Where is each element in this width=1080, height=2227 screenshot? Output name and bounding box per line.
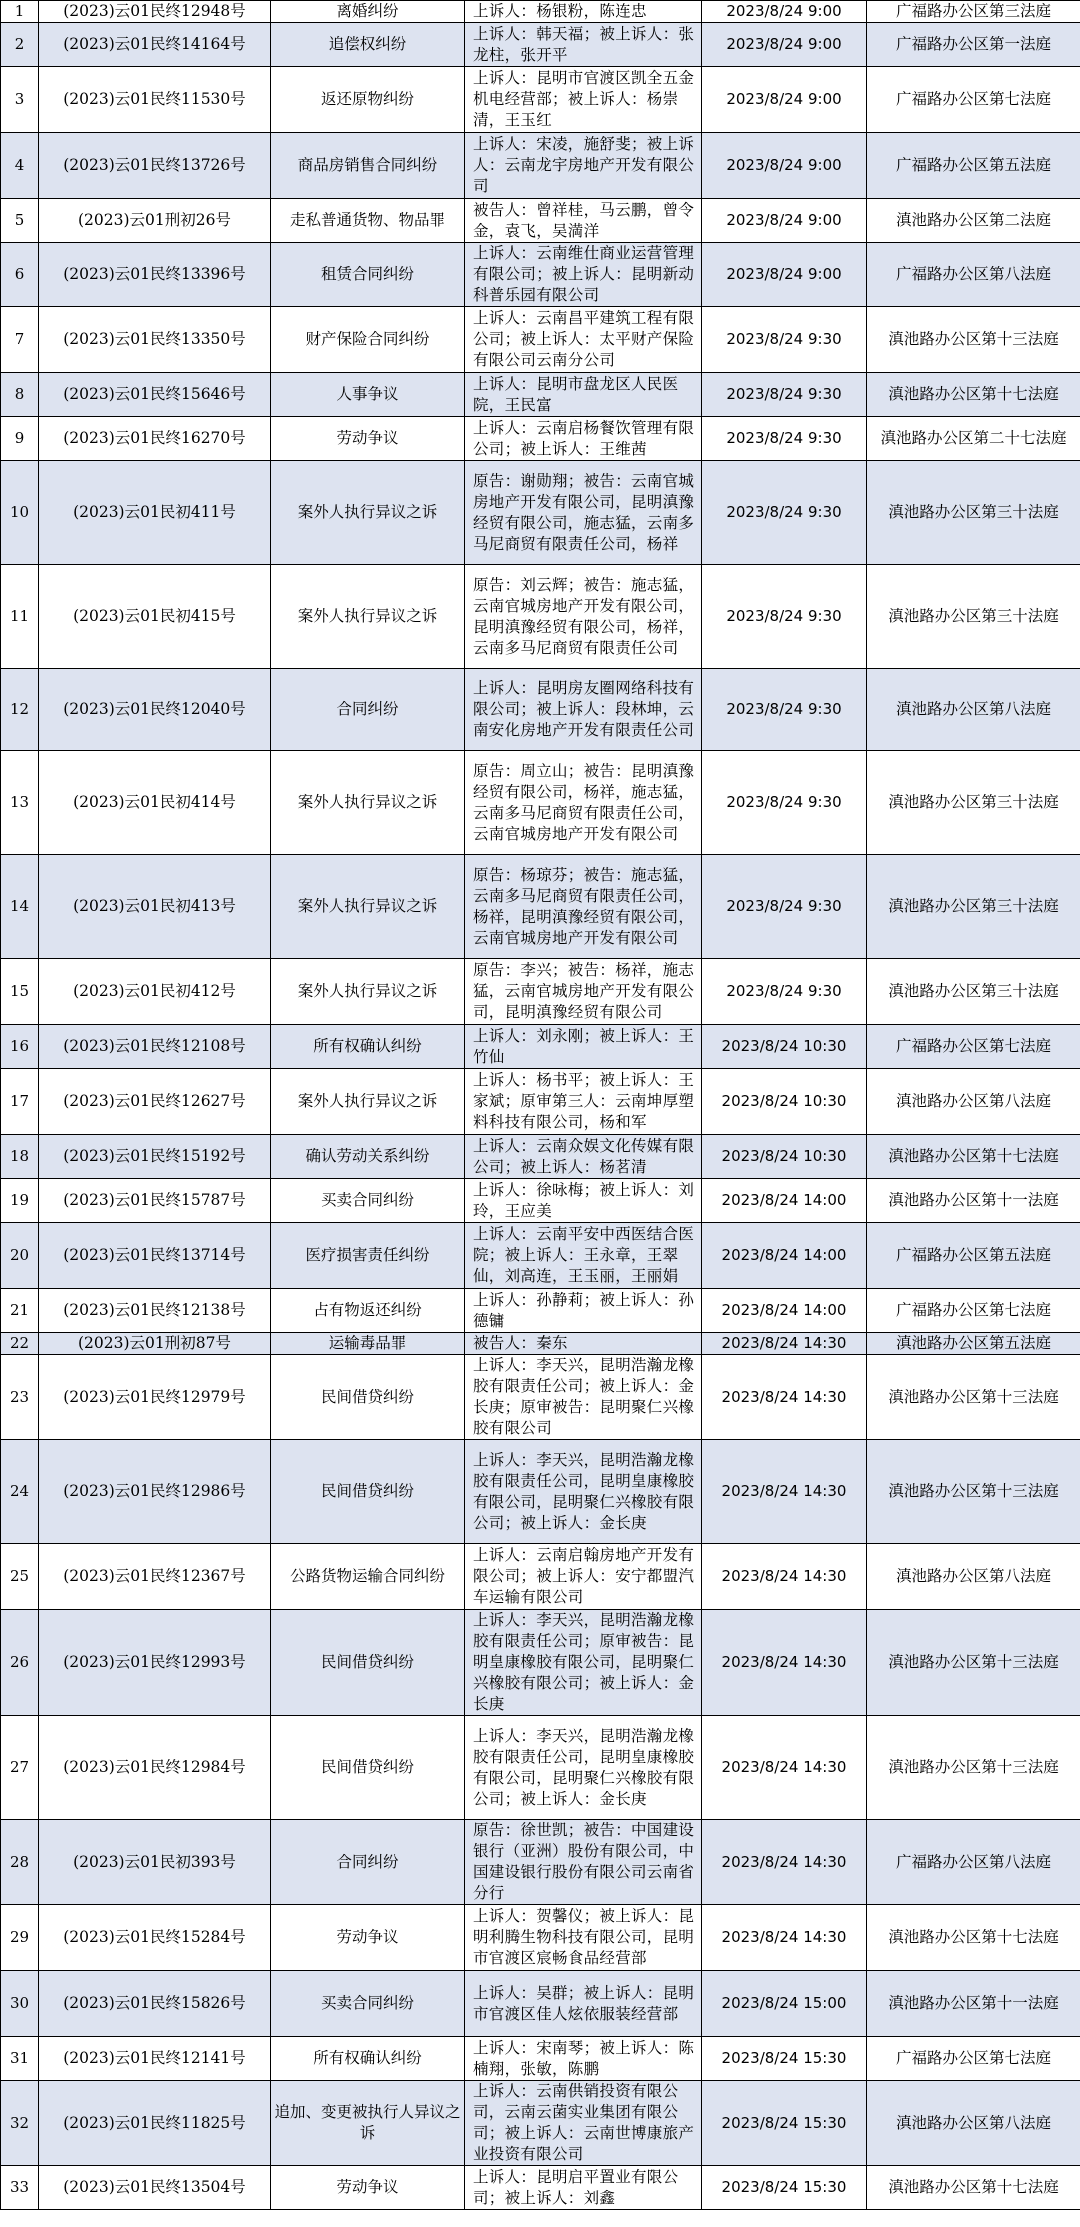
hearing-time: 2023/8/24 15:30 xyxy=(702,2166,867,2210)
courtroom: 广福路办公区第一法庭 xyxy=(867,23,1080,67)
courtroom: 滇池路办公区第十三法庭 xyxy=(867,1716,1080,1820)
case-number: (2023)云01民终12993号 xyxy=(39,1610,271,1716)
table-row xyxy=(1,199,1080,243)
row-number: 7 xyxy=(1,307,39,373)
courtroom: 滇池路办公区第十三法庭 xyxy=(867,1355,1080,1440)
table-row xyxy=(1,23,1080,67)
row-number: 15 xyxy=(1,959,39,1025)
row-number: 2 xyxy=(1,23,39,67)
case-number: (2023)云01民终13714号 xyxy=(39,1223,271,1289)
case-number: (2023)云01民终12979号 xyxy=(39,1355,271,1440)
table-row xyxy=(1,243,1080,307)
case-parties: 上诉人：昆明启平置业有限公司；被上诉人：刘鑫 xyxy=(465,2166,702,2210)
table-row xyxy=(1,751,1080,855)
case-cause: 公路货物运输合同纠纷 xyxy=(271,1544,465,1610)
row-number: 26 xyxy=(1,1610,39,1716)
courtroom: 滇池路办公区第五法庭 xyxy=(867,1333,1080,1355)
courtroom: 广福路办公区第七法庭 xyxy=(867,1289,1080,1333)
case-number: (2023)云01刑初26号 xyxy=(39,199,271,243)
case-number: (2023)云01民终12984号 xyxy=(39,1716,271,1820)
courtroom: 广福路办公区第七法庭 xyxy=(867,2037,1080,2081)
case-number: (2023)云01民初414号 xyxy=(39,751,271,855)
case-cause: 案外人执行异议之诉 xyxy=(271,461,465,565)
table-row xyxy=(1,461,1080,565)
table-row xyxy=(1,417,1080,461)
courtroom: 滇池路办公区第十七法庭 xyxy=(867,1905,1080,1971)
courtroom: 滇池路办公区第三十法庭 xyxy=(867,565,1080,669)
case-number: (2023)云01民终13726号 xyxy=(39,133,271,199)
courtroom: 滇池路办公区第十一法庭 xyxy=(867,1179,1080,1223)
case-number: (2023)云01民初415号 xyxy=(39,565,271,669)
table-row xyxy=(1,1971,1080,2037)
courtroom: 滇池路办公区第十七法庭 xyxy=(867,1135,1080,1179)
hearing-time: 2023/8/24 14:30 xyxy=(702,1905,867,1971)
case-cause: 劳动争议 xyxy=(271,417,465,461)
table-row xyxy=(1,1440,1080,1544)
table-row xyxy=(1,1025,1080,1069)
case-parties: 上诉人：云南众娱文化传媒有限公司；被上诉人：杨茗清 xyxy=(465,1135,702,1179)
case-parties: 原告：刘云辉；被告：施志猛，云南官城房地产开发有限公司，昆明滇豫经贸有限公司，杨祥，云南多马尼商贸有限责任公司 xyxy=(465,565,702,669)
row-number: 33 xyxy=(1,2166,39,2210)
hearing-time: 2023/8/24 9:30 xyxy=(702,417,867,461)
courtroom: 滇池路办公区第二法庭 xyxy=(867,199,1080,243)
case-cause: 追偿权纠纷 xyxy=(271,23,465,67)
case-parties: 原告：杨琼芬；被告：施志猛，云南多马尼商贸有限责任公司，杨祥，昆明滇豫经贸有限公司，云南官城房地产开发有限公司 xyxy=(465,855,702,959)
case-cause: 案外人执行异议之诉 xyxy=(271,855,465,959)
case-cause: 合同纠纷 xyxy=(271,1820,465,1905)
table-row xyxy=(1,1905,1080,1971)
courtroom: 滇池路办公区第八法庭 xyxy=(867,1069,1080,1135)
courtroom: 广福路办公区第五法庭 xyxy=(867,133,1080,199)
case-number: (2023)云01民终12986号 xyxy=(39,1440,271,1544)
hearing-time: 2023/8/24 14:30 xyxy=(702,1355,867,1440)
courtroom: 广福路办公区第八法庭 xyxy=(867,243,1080,307)
hearing-time: 2023/8/24 15:30 xyxy=(702,2081,867,2166)
row-number: 8 xyxy=(1,373,39,417)
case-cause: 劳动争议 xyxy=(271,1905,465,1971)
table-row xyxy=(1,1135,1080,1179)
courtroom: 广福路办公区第五法庭 xyxy=(867,1223,1080,1289)
row-number: 5 xyxy=(1,199,39,243)
case-parties: 上诉人：云南维仕商业运营管理有限公司；被上诉人：昆明新动科普乐园有限公司 xyxy=(465,243,702,307)
case-number: (2023)云01民终15284号 xyxy=(39,1905,271,1971)
case-parties: 上诉人：李天兴，昆明浩瀚龙橡胶有限责任公司；被上诉人：金长庚；原审被告：昆明聚仁兴橡胶有限公司 xyxy=(465,1355,702,1440)
case-cause: 民间借贷纠纷 xyxy=(271,1610,465,1716)
case-cause: 案外人执行异议之诉 xyxy=(271,565,465,669)
case-cause: 人事争议 xyxy=(271,373,465,417)
case-cause: 民间借贷纠纷 xyxy=(271,1716,465,1820)
table-row xyxy=(1,373,1080,417)
courtroom: 滇池路办公区第八法庭 xyxy=(867,2081,1080,2166)
case-cause: 所有权确认纠纷 xyxy=(271,2037,465,2081)
row-number: 23 xyxy=(1,1355,39,1440)
case-cause: 运输毒品罪 xyxy=(271,1333,465,1355)
case-parties: 上诉人：云南启翰房地产开发有限公司；被上诉人：安宁都盟汽车运输有限公司 xyxy=(465,1544,702,1610)
row-number: 32 xyxy=(1,2081,39,2166)
case-cause: 民间借贷纠纷 xyxy=(271,1355,465,1440)
case-cause: 案外人执行异议之诉 xyxy=(271,751,465,855)
row-number: 16 xyxy=(1,1025,39,1069)
case-number: (2023)云01民终12367号 xyxy=(39,1544,271,1610)
courtroom: 广福路办公区第七法庭 xyxy=(867,67,1080,133)
table-body xyxy=(1,1,1080,2210)
row-number: 24 xyxy=(1,1440,39,1544)
hearing-time: 2023/8/24 9:30 xyxy=(702,373,867,417)
case-parties: 上诉人：李天兴，昆明浩瀚龙橡胶有限责任公司；原审被告：昆明皇康橡胶有限公司，昆明聚仁兴橡胶有限公司；被上诉人：金长庚 xyxy=(465,1610,702,1716)
case-parties: 上诉人：吴群；被上诉人：昆明市官渡区佳人炫依服装经营部 xyxy=(465,1971,702,2037)
case-number: (2023)云01民终12627号 xyxy=(39,1069,271,1135)
row-number: 3 xyxy=(1,67,39,133)
case-cause: 追加、变更被执行人异议之诉 xyxy=(271,2081,465,2166)
case-cause: 合同纠纷 xyxy=(271,669,465,751)
case-parties: 被告人：秦东 xyxy=(465,1333,702,1355)
case-parties: 上诉人：杨银粉，陈连忠 xyxy=(465,1,702,23)
row-number: 18 xyxy=(1,1135,39,1179)
row-number: 20 xyxy=(1,1223,39,1289)
table-row xyxy=(1,565,1080,669)
case-cause: 买卖合同纠纷 xyxy=(271,1179,465,1223)
row-number: 30 xyxy=(1,1971,39,2037)
case-number: (2023)云01民终15192号 xyxy=(39,1135,271,1179)
table-row xyxy=(1,1716,1080,1820)
case-cause: 离婚纠纷 xyxy=(271,1,465,23)
case-parties: 原告：谢勋翔；被告：云南官城房地产开发有限公司，昆明滇豫经贸有限公司，施志猛，云南多马尼商贸有限责任公司，杨祥 xyxy=(465,461,702,565)
row-number: 28 xyxy=(1,1820,39,1905)
table-row xyxy=(1,67,1080,133)
table-row xyxy=(1,1820,1080,1905)
hearing-time: 2023/8/24 9:00 xyxy=(702,243,867,307)
row-number: 27 xyxy=(1,1716,39,1820)
hearing-time: 2023/8/24 9:30 xyxy=(702,855,867,959)
hearing-time: 2023/8/24 9:30 xyxy=(702,959,867,1025)
row-number: 11 xyxy=(1,565,39,669)
case-cause: 走私普通货物、物品罪 xyxy=(271,199,465,243)
case-number: (2023)云01民终13396号 xyxy=(39,243,271,307)
case-number: (2023)云01民初413号 xyxy=(39,855,271,959)
case-parties: 上诉人：徐咏梅；被上诉人：刘玲，王应美 xyxy=(465,1179,702,1223)
table-row xyxy=(1,855,1080,959)
table-row xyxy=(1,1355,1080,1440)
case-number: (2023)云01民初411号 xyxy=(39,461,271,565)
hearing-time: 2023/8/24 9:00 xyxy=(702,67,867,133)
row-number: 12 xyxy=(1,669,39,751)
courtroom: 滇池路办公区第十七法庭 xyxy=(867,373,1080,417)
row-number: 17 xyxy=(1,1069,39,1135)
case-parties: 上诉人：杨书平；被上诉人：王家斌；原审第三人：云南坤厚塑料科技有限公司，杨和军 xyxy=(465,1069,702,1135)
courtroom: 滇池路办公区第十三法庭 xyxy=(867,1610,1080,1716)
hearing-time: 2023/8/24 14:30 xyxy=(702,1333,867,1355)
table-row xyxy=(1,1179,1080,1223)
row-number: 31 xyxy=(1,2037,39,2081)
table-row xyxy=(1,2037,1080,2081)
case-cause: 医疗损害责任纠纷 xyxy=(271,1223,465,1289)
table-row xyxy=(1,133,1080,199)
case-number: (2023)云01民终12948号 xyxy=(39,1,271,23)
case-number: (2023)云01刑初87号 xyxy=(39,1333,271,1355)
hearing-time: 2023/8/24 14:30 xyxy=(702,1610,867,1716)
courtroom: 滇池路办公区第八法庭 xyxy=(867,1544,1080,1610)
case-cause: 占有物返还纠纷 xyxy=(271,1289,465,1333)
hearing-time: 2023/8/24 9:00 xyxy=(702,1,867,23)
case-cause: 劳动争议 xyxy=(271,2166,465,2210)
hearing-time: 2023/8/24 10:30 xyxy=(702,1069,867,1135)
case-parties: 上诉人：云南供销投资有限公司，云南云菌实业集团有限公司；被上诉人：云南世博康旅产业投资有限公司 xyxy=(465,2081,702,2166)
hearing-time: 2023/8/24 14:00 xyxy=(702,1289,867,1333)
table-row xyxy=(1,307,1080,373)
hearing-time: 2023/8/24 14:30 xyxy=(702,1440,867,1544)
hearing-time: 2023/8/24 9:30 xyxy=(702,307,867,373)
case-number: (2023)云01民终12108号 xyxy=(39,1025,271,1069)
case-parties: 上诉人：昆明房友圈网络科技有限公司；被上诉人：段林坤，云南安化房地产开发有限责任公司 xyxy=(465,669,702,751)
row-number: 1 xyxy=(1,1,39,23)
table-row xyxy=(1,959,1080,1025)
case-parties: 上诉人：云南平安中西医结合医院；被上诉人：王永章，王翠仙，刘高连，王玉丽，王丽娟 xyxy=(465,1223,702,1289)
case-number: (2023)云01民终13350号 xyxy=(39,307,271,373)
case-cause: 确认劳动关系纠纷 xyxy=(271,1135,465,1179)
table-row xyxy=(1,1610,1080,1716)
case-parties: 原告：徐世凯；被告：中国建设银行（亚洲）股份有限公司，中国建设银行股份有限公司云南省分行 xyxy=(465,1820,702,1905)
case-parties: 上诉人：李天兴，昆明浩瀚龙橡胶有限责任公司，昆明皇康橡胶有限公司，昆明聚仁兴橡胶有限公司；被上诉人：金长庚 xyxy=(465,1716,702,1820)
case-number: (2023)云01民终13504号 xyxy=(39,2166,271,2210)
case-number: (2023)云01民初412号 xyxy=(39,959,271,1025)
case-cause: 返还原物纠纷 xyxy=(271,67,465,133)
case-parties: 上诉人：刘永刚；被上诉人：王竹仙 xyxy=(465,1025,702,1069)
courtroom: 滇池路办公区第三十法庭 xyxy=(867,959,1080,1025)
courtroom: 滇池路办公区第三十法庭 xyxy=(867,855,1080,959)
courtroom: 滇池路办公区第二十七法庭 xyxy=(867,417,1080,461)
case-parties: 上诉人：昆明市盘龙区人民医院，王民富 xyxy=(465,373,702,417)
case-parties: 上诉人：云南启杨餐饮管理有限公司；被上诉人：王维茜 xyxy=(465,417,702,461)
courtroom: 广福路办公区第七法庭 xyxy=(867,1025,1080,1069)
case-cause: 案外人执行异议之诉 xyxy=(271,1069,465,1135)
case-number: (2023)云01民终15826号 xyxy=(39,1971,271,2037)
case-parties: 上诉人：孙静莉；被上诉人：孙德镛 xyxy=(465,1289,702,1333)
hearing-time: 2023/8/24 10:30 xyxy=(702,1025,867,1069)
table-row xyxy=(1,1,1080,23)
courtroom: 滇池路办公区第十七法庭 xyxy=(867,2166,1080,2210)
row-number: 4 xyxy=(1,133,39,199)
case-cause: 租赁合同纠纷 xyxy=(271,243,465,307)
hearing-time: 2023/8/24 14:30 xyxy=(702,1716,867,1820)
table-row xyxy=(1,1223,1080,1289)
row-number: 25 xyxy=(1,1544,39,1610)
table-row xyxy=(1,1069,1080,1135)
hearing-time: 2023/8/24 14:30 xyxy=(702,1820,867,1905)
courtroom: 滇池路办公区第十一法庭 xyxy=(867,1971,1080,2037)
hearing-time: 2023/8/24 9:30 xyxy=(702,669,867,751)
case-parties: 上诉人：宋凌，施舒斐；被上诉人：云南龙宇房地产开发有限公司 xyxy=(465,133,702,199)
hearing-time: 2023/8/24 10:30 xyxy=(702,1135,867,1179)
hearing-time: 2023/8/24 15:30 xyxy=(702,2037,867,2081)
table-row xyxy=(1,2166,1080,2210)
case-parties: 上诉人：云南昌平建筑工程有限公司；被上诉人：太平财产保险有限公司云南分公司 xyxy=(465,307,702,373)
table-row xyxy=(1,1289,1080,1333)
case-number: (2023)云01民终12141号 xyxy=(39,2037,271,2081)
case-number: (2023)云01民终12138号 xyxy=(39,1289,271,1333)
case-number: (2023)云01民终15787号 xyxy=(39,1179,271,1223)
row-number: 9 xyxy=(1,417,39,461)
row-number: 13 xyxy=(1,751,39,855)
case-number: (2023)云01民终14164号 xyxy=(39,23,271,67)
row-number: 22 xyxy=(1,1333,39,1355)
case-parties: 上诉人：宋南琴；被上诉人：陈楠翔，张敏，陈鹏 xyxy=(465,2037,702,2081)
case-parties: 上诉人：贺馨仪；被上诉人：昆明利腾生物科技有限公司，昆明市官渡区宸畅食品经营部 xyxy=(465,1905,702,1971)
case-number: (2023)云01民终16270号 xyxy=(39,417,271,461)
case-cause: 所有权确认纠纷 xyxy=(271,1025,465,1069)
hearing-time: 2023/8/24 14:00 xyxy=(702,1179,867,1223)
table-row xyxy=(1,2081,1080,2166)
case-number: (2023)云01民初393号 xyxy=(39,1820,271,1905)
courtroom: 滇池路办公区第三十法庭 xyxy=(867,751,1080,855)
hearing-time: 2023/8/24 9:00 xyxy=(702,23,867,67)
case-cause: 买卖合同纠纷 xyxy=(271,1971,465,2037)
case-cause: 案外人执行异议之诉 xyxy=(271,959,465,1025)
hearing-time: 2023/8/24 9:00 xyxy=(702,199,867,243)
hearing-time: 2023/8/24 9:30 xyxy=(702,461,867,565)
row-number: 29 xyxy=(1,1905,39,1971)
case-number: (2023)云01民终12040号 xyxy=(39,669,271,751)
hearing-time: 2023/8/24 15:00 xyxy=(702,1971,867,2037)
table-row xyxy=(1,669,1080,751)
hearing-time: 2023/8/24 9:30 xyxy=(702,565,867,669)
case-number: (2023)云01民终11825号 xyxy=(39,2081,271,2166)
courtroom: 滇池路办公区第十三法庭 xyxy=(867,1440,1080,1544)
case-parties: 上诉人：李天兴，昆明浩瀚龙橡胶有限责任公司，昆明皇康橡胶有限公司，昆明聚仁兴橡胶有限公司；被上诉人：金长庚 xyxy=(465,1440,702,1544)
hearing-time: 2023/8/24 14:00 xyxy=(702,1223,867,1289)
case-parties: 原告：周立山；被告：昆明滇豫经贸有限公司，杨祥，施志猛，云南多马尼商贸有限责任公司，云南官城房地产开发有限公司 xyxy=(465,751,702,855)
row-number: 21 xyxy=(1,1289,39,1333)
case-parties: 被告人：曾祥桂，马云鹏，曾令金，袁飞，吴満洋 xyxy=(465,199,702,243)
case-cause: 民间借贷纠纷 xyxy=(271,1440,465,1544)
courtroom: 滇池路办公区第十三法庭 xyxy=(867,307,1080,373)
case-number: (2023)云01民终11530号 xyxy=(39,67,271,133)
courtroom: 广福路办公区第八法庭 xyxy=(867,1820,1080,1905)
courtroom: 滇池路办公区第八法庭 xyxy=(867,669,1080,751)
hearing-time: 2023/8/24 14:30 xyxy=(702,1544,867,1610)
courtroom: 广福路办公区第三法庭 xyxy=(867,1,1080,23)
table-row xyxy=(1,1544,1080,1610)
courtroom: 滇池路办公区第三十法庭 xyxy=(867,461,1080,565)
case-parties: 原告：李兴；被告：杨祥，施志猛，云南官城房地产开发有限公司，昆明滇豫经贸有限公司 xyxy=(465,959,702,1025)
row-number: 19 xyxy=(1,1179,39,1223)
case-cause: 商品房销售合同纠纷 xyxy=(271,133,465,199)
table-row xyxy=(1,1333,1080,1355)
case-cause: 财产保险合同纠纷 xyxy=(271,307,465,373)
row-number: 6 xyxy=(1,243,39,307)
case-parties: 上诉人：昆明市官渡区凯全五金机电经营部；被上诉人：杨崇清，王玉红 xyxy=(465,67,702,133)
hearing-time: 2023/8/24 9:30 xyxy=(702,751,867,855)
row-number: 14 xyxy=(1,855,39,959)
case-parties: 上诉人：韩天福；被上诉人：张龙柱，张开平 xyxy=(465,23,702,67)
row-number: 10 xyxy=(1,461,39,565)
hearing-time: 2023/8/24 9:00 xyxy=(702,133,867,199)
case-number: (2023)云01民终15646号 xyxy=(39,373,271,417)
